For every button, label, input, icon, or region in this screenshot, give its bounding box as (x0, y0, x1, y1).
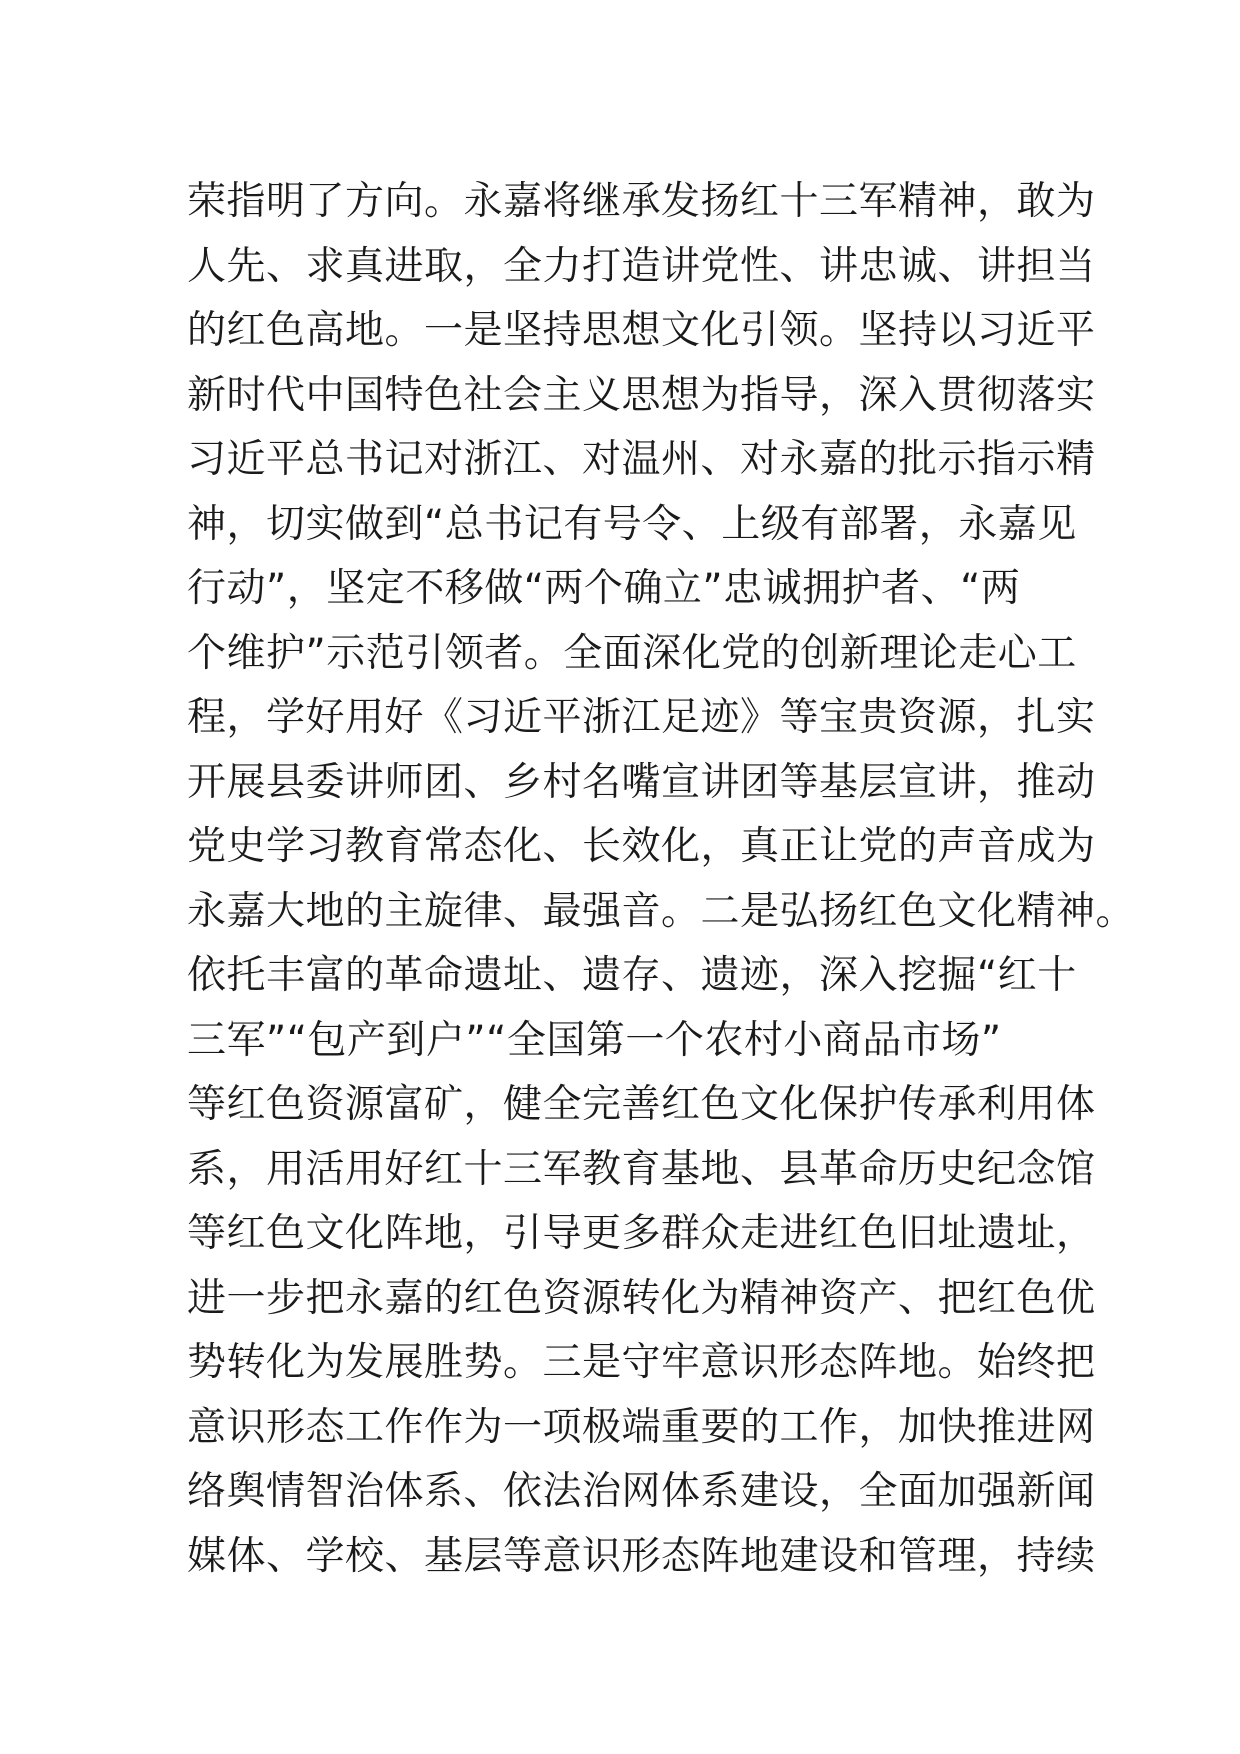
text-line: 程，学好用好《习近平浙江足迹》等宝贵资源，扎实 (187, 695, 1096, 740)
body-paragraph (187, 170, 1136, 1589)
text-line: 意识形态工作作为一项极端重要的工作，加快推进网 (187, 1404, 1096, 1450)
text-line: 开展县委讲师团、乡村名嘴宣讲团等基层宣讲，推动 (187, 759, 1096, 805)
text-line: 的红色高地。一是坚持思想文化引领。坚持以习近平 (187, 308, 1096, 353)
text-line: 习近平总书记对浙江、对温州、对永嘉的批示指示精 (187, 437, 1096, 482)
text-line: 三军”“包产到户”“全国第一个农村小商品市场” (187, 1017, 1002, 1063)
text-line: 依托丰富的革命遗址、遗存、遗迹，深入挖掘“红十 (187, 953, 1077, 998)
text-line: 系，用活用好红十三军教育基地、县革命历史纪念馆 (187, 1146, 1096, 1192)
text-line: 荣指明了方向。永嘉将继承发扬红十三军精神，敢为 (187, 179, 1096, 224)
text-line: 行动”，坚定不移做“两个确立”忠诚拥护者、“两 (187, 566, 1021, 611)
text-line: 势转化为发展胜势。三是守牢意识形态阵地。始终把 (187, 1340, 1096, 1385)
text-line: 党史学习教育常态化、长效化，真正让党的声音成为 (187, 824, 1096, 869)
text-line: 进一步把永嘉的红色资源转化为精神资产、把红色优 (187, 1275, 1096, 1321)
text-line: 永嘉大地的主旋律、最强音。二是弘扬红色文化精神。 (187, 888, 1136, 934)
text-line: 人先、求真进取，全力打造讲党性、讲忠诚、讲担当 (187, 243, 1096, 289)
text-line: 个维护”示范引领者。全面深化党的创新理论走心工 (187, 630, 1077, 676)
text-line: 络舆情智治体系、依法治网体系建设，全面加强新闻 (187, 1469, 1096, 1514)
text-line: 新时代中国特色社会主义思想为指导，深入贯彻落实 (187, 372, 1096, 418)
text-line: 媒体、学校、基层等意识形态阵地建设和管理，持续 (187, 1533, 1096, 1579)
text-line: 等红色文化阵地，引导更多群众走进红色旧址遗址， (187, 1211, 1096, 1256)
text-line: 神，切实做到“总书记有号令、上级有部署，永嘉见 (187, 501, 1077, 547)
text-line: 等红色资源富矿，健全完善红色文化保护传承利用体 (187, 1082, 1096, 1127)
